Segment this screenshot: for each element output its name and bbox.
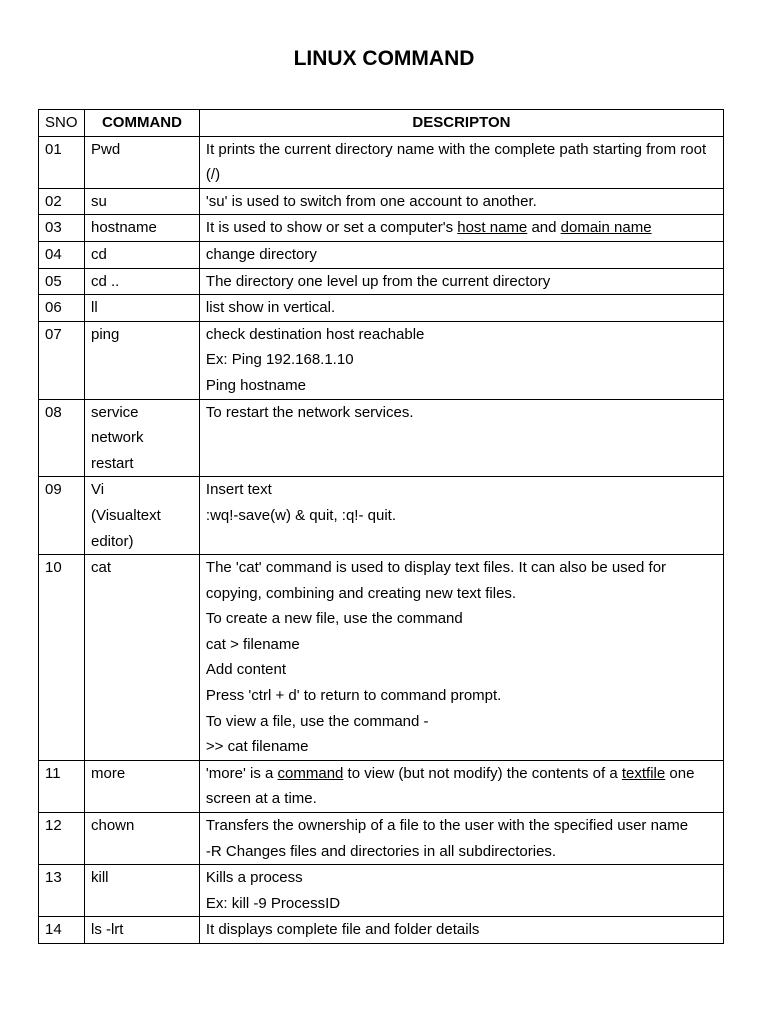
sno-cell: 02 [39, 188, 85, 215]
command-cell: cat [84, 555, 199, 761]
description-cell: To restart the network services. [199, 399, 723, 477]
command-cell: chown [84, 813, 199, 865]
sno-cell: 10 [39, 555, 85, 761]
description-cell: change directory [199, 241, 723, 268]
header-sno: SNO [39, 110, 85, 137]
table-row [39, 188, 724, 215]
description-cell: check destination host reachable Ex: Ping 192.168.1.10 Ping hostname [199, 321, 723, 399]
header-description: DESCRIPTON [199, 110, 723, 137]
command-cell: su [84, 188, 199, 215]
more-description: 'more' is a command to view (but not modify) the contents of a textfile one screen at a time. [205, 764, 695, 808]
description-cell: list show in vertical. [199, 295, 723, 322]
table-row [39, 917, 724, 944]
table-row [39, 760, 724, 812]
description-cell: The 'cat' command is used to display text files. It can also be used for copying, combining and creating new text files. To create a new file, use the command cat > filename Add content Press 'ctrl + d' to return to command prompt. To view a file, use the command - >> cat filename [199, 555, 723, 761]
command-cell: cd [84, 241, 199, 268]
table-row [39, 477, 724, 555]
command-table [38, 109, 724, 944]
sno-cell: 11 [39, 760, 85, 812]
table-row [39, 241, 724, 268]
table-row [39, 865, 724, 917]
table-row [39, 268, 724, 295]
sno-cell: 13 [39, 865, 85, 917]
command-cell: Vi (Visualtext editor) [84, 477, 199, 555]
sno-cell: 09 [39, 477, 85, 555]
command-cell: ping [84, 321, 199, 399]
sno-cell: 03 [39, 215, 85, 242]
sno-cell: 01 [39, 136, 85, 188]
command-cell: ls -lrt [84, 917, 199, 944]
page-title: LINUX COMMAND [293, 47, 475, 70]
command-cell: service network restart [84, 399, 199, 477]
table-row [39, 136, 724, 188]
sno-cell: 08 [39, 399, 85, 477]
description-cell: The directory one level up from the current directory [199, 268, 723, 295]
table-header-row [39, 110, 724, 137]
description-cell: Insert text :wq!-save(w) & quit, :q!- quit. [199, 477, 723, 555]
description-cell [199, 215, 723, 242]
sno-cell: 06 [39, 295, 85, 322]
description-cell: Kills a process Ex: kill -9 ProcessID [199, 865, 723, 917]
table-row [39, 321, 724, 399]
hostname-description: It is used to show or set a computer's host name and domain name [205, 219, 652, 237]
command-cell: more [84, 760, 199, 812]
command-cell: ll [84, 295, 199, 322]
table-row [39, 399, 724, 477]
table-row [39, 215, 724, 242]
header-command: COMMAND [84, 110, 199, 137]
description-cell: 'su' is used to switch from one account to another. [199, 188, 723, 215]
command-cell: kill [84, 865, 199, 917]
command-cell: hostname [84, 215, 199, 242]
table-row [39, 295, 724, 322]
command-cell: cd .. [84, 268, 199, 295]
description-cell: Transfers the ownership of a file to the user with the specified user name -R Changes files and directories in all subdirectories. [199, 813, 723, 865]
sno-cell: 05 [39, 268, 85, 295]
command-cell: Pwd [84, 136, 199, 188]
description-cell: It displays complete file and folder details [199, 917, 723, 944]
sno-cell: 12 [39, 813, 85, 865]
description-cell [199, 760, 723, 812]
description-cell: It prints the current directory name with the complete path starting from root (/) [199, 136, 723, 188]
sno-cell: 04 [39, 241, 85, 268]
table-row [39, 555, 724, 761]
table-row [39, 813, 724, 865]
sno-cell: 07 [39, 321, 85, 399]
sno-cell: 14 [39, 917, 85, 944]
